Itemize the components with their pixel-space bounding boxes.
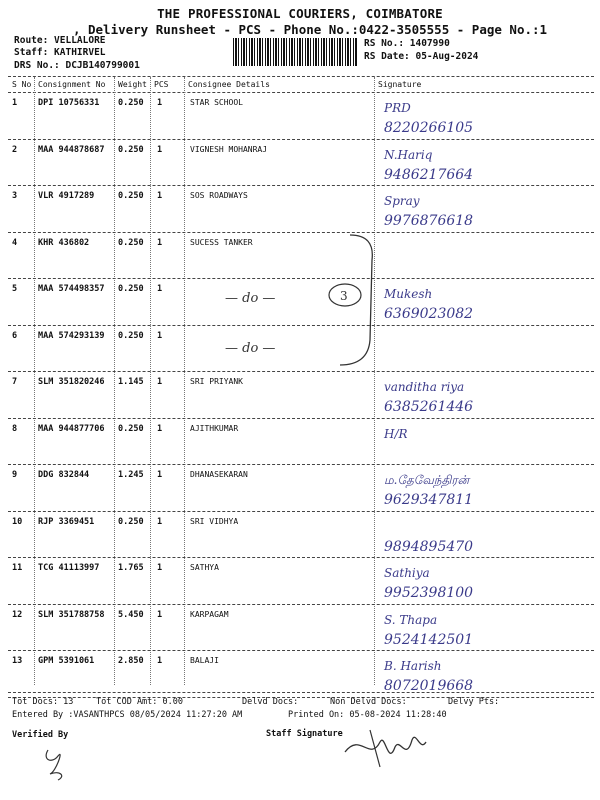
consignee-name: SUCESS TANKER [190, 237, 253, 247]
footer-divider [8, 692, 594, 693]
consignment-number: DPI 10756331 [38, 98, 100, 108]
handwritten-signature [378, 654, 578, 696]
signature-phone: 9524142501 [384, 631, 474, 648]
weight-cell: 1.145 [118, 377, 144, 387]
row-divider [8, 139, 594, 140]
consignment-number: SLM 351788758 [38, 609, 105, 620]
pcs-cell: 1 [157, 470, 163, 480]
staff-label: Staff: KATHIRVEL [14, 47, 106, 58]
consignee-name: STAR SCHOOL [190, 98, 243, 107]
sno-cell: 6 [12, 330, 18, 341]
delivered-docs: Delvd Docs: [242, 697, 299, 707]
weight-cell: 0.250 [118, 237, 144, 248]
consignee-name: KARPAGAM [190, 609, 229, 619]
handwritten-signature [378, 282, 578, 324]
non-delivered-docs: Non Delvd Docs: [330, 697, 407, 707]
weight-cell: 0.250 [118, 144, 144, 155]
sno-cell: 9 [12, 470, 18, 480]
staff-signature-image [340, 722, 430, 772]
row-divider [8, 418, 594, 419]
row-divider [8, 185, 594, 186]
table-row [0, 94, 600, 140]
table-row [0, 141, 600, 187]
row-divider [8, 464, 594, 465]
table-row [0, 606, 600, 652]
signature-name: S. Thapa [384, 612, 438, 627]
total-docs: Tot Docs: 13 [12, 697, 74, 707]
consignment-number: MAA 574498357 [38, 284, 105, 294]
consignment-number: MAA 944877706 [38, 423, 105, 434]
weight-cell: 0.250 [118, 284, 144, 294]
pcs-cell: 1 [157, 330, 163, 341]
row-divider [8, 604, 594, 605]
total-cod-amount: Tot COD Amt: 0.00 [96, 697, 183, 707]
consignment-number: MAA 574293139 [38, 330, 105, 341]
rs-number: RS No.: 1407990 [364, 38, 450, 49]
weight-cell: 2.850 [118, 656, 144, 666]
sno-cell: 13 [12, 656, 23, 666]
signature-name: N.Hariq [384, 147, 433, 162]
weight-cell: 0.250 [118, 516, 144, 527]
row-divider [8, 371, 594, 372]
consignee-name: SATHYA [190, 563, 219, 572]
pcs-cell: 1 [157, 237, 163, 248]
signature-name: PRD [384, 101, 411, 115]
table-row [0, 420, 600, 466]
signature-name: Sathiya [384, 566, 430, 580]
pcs-cell: 1 [157, 377, 163, 387]
ditto-mark: — do — [225, 291, 276, 306]
pcs-cell: 1 [157, 656, 163, 666]
pcs-cell: 1 [157, 563, 163, 573]
consignee-name: SRI VIDHYA [190, 516, 239, 526]
entered-by: Entered By :VASANTHPCS 08/05/2024 11:27:20 AM [12, 710, 243, 720]
signature-phone: 8072019668 [384, 678, 474, 694]
weight-cell: 1.245 [118, 470, 144, 480]
col-signature: Signature [378, 80, 422, 89]
route-label: Route: VELLALORE [14, 35, 106, 46]
col-consignment: Consignment No [38, 80, 106, 89]
consignee-name: BALAJI [190, 656, 219, 665]
weight-cell: 0.250 [118, 98, 144, 108]
signature-phone: 9976876618 [384, 213, 474, 229]
consignee-name: SOS ROADWAYS [190, 191, 248, 200]
consignee-name: SRI PRIYANK [190, 377, 243, 386]
table-row [0, 187, 600, 233]
weight-cell: 1.765 [118, 563, 144, 573]
sno-cell: 8 [12, 423, 18, 434]
table-row [0, 466, 600, 512]
handwritten-signature [378, 608, 578, 650]
signature-name: H/R [384, 426, 408, 441]
weight-cell: 0.250 [118, 330, 144, 341]
signature-name: B. Harish [384, 659, 442, 673]
consignment-number: VLR 4917289 [38, 191, 95, 201]
pcs-cell: 1 [157, 144, 163, 155]
consignment-number: TCG 41113997 [38, 563, 100, 573]
consignment-number: KHR 436802 [38, 237, 90, 248]
pcs-cell: 1 [157, 609, 163, 620]
sno-cell: 11 [12, 563, 23, 573]
pcs-cell: 1 [157, 98, 163, 108]
handwritten-signature [378, 375, 578, 417]
signature-phone: 8220266105 [384, 120, 474, 136]
table-row [0, 559, 600, 605]
handwritten-signature [378, 515, 578, 557]
signature-name: Mukesh [384, 287, 433, 301]
handwritten-signature [378, 189, 578, 231]
printed-on: Printed On: 05-08-2024 11:28:40 [288, 710, 447, 720]
handwritten-signature [378, 143, 578, 185]
verifier-signature-image [38, 742, 78, 782]
col-sno: S No [12, 80, 32, 89]
verified-by-label: Verified By [12, 730, 69, 740]
row-divider [8, 511, 594, 512]
signature-phone: 9894895470 [384, 538, 474, 555]
staff-signature-label: Staff Signature [266, 729, 343, 739]
pcs-cell: 1 [157, 284, 163, 294]
signature-name: ம.தேவேந்திரன் [384, 473, 470, 487]
sno-cell: 2 [12, 144, 18, 155]
handwritten-signature [378, 236, 578, 278]
signature-name: Spray [384, 194, 420, 208]
header-divider [8, 76, 594, 77]
consignment-number: SLM 351820246 [38, 377, 105, 387]
company-title: THE PROFESSIONAL COURIERS, COIMBATORE [157, 6, 443, 21]
signature-phone: 9486217664 [384, 166, 474, 183]
table-row [0, 373, 600, 419]
col-pcs: PCS [154, 80, 169, 89]
consignee-name: DHANASEKARAN [190, 470, 248, 479]
handwritten-signature [378, 96, 578, 138]
barcode-image [233, 38, 358, 66]
weight-cell: 0.250 [118, 191, 144, 201]
pcs-cell: 1 [157, 516, 163, 527]
col-consignee: Consignee Details [188, 80, 270, 89]
drs-number: DRS No.: DCJB140799001 [14, 60, 140, 71]
pcs-cell: 1 [157, 423, 163, 434]
sno-cell: 12 [12, 609, 23, 620]
ditto-brace-annotation [180, 230, 380, 370]
ditto-mark: — do — [225, 341, 276, 356]
pcs-cell: 1 [157, 191, 163, 201]
column-header-divider [8, 92, 594, 93]
sno-cell: 1 [12, 98, 18, 108]
sno-cell: 10 [12, 516, 23, 527]
consignee-name: VIGNESH MOHANRAJ [190, 144, 268, 154]
consignment-number: MAA 944878687 [38, 144, 105, 155]
sno-cell: 4 [12, 237, 18, 248]
rs-date: RS Date: 05-Aug-2024 [364, 51, 479, 62]
signature-name: vanditha riya [384, 380, 465, 394]
handwritten-signature [378, 561, 578, 603]
consignment-number: GPM 5391061 [38, 656, 95, 666]
signature-phone: 6385261446 [384, 399, 474, 415]
sno-cell: 3 [12, 191, 18, 201]
consignee-name: AJITHKUMAR [190, 423, 239, 433]
handwritten-signature [378, 468, 578, 510]
signature-phone: 9952398100 [384, 585, 474, 601]
handwritten-signature [378, 422, 578, 464]
consignment-number: RJP 3369451 [38, 516, 95, 527]
sno-cell: 7 [12, 377, 18, 387]
table-row [0, 513, 600, 559]
circled-count: 3 [340, 289, 348, 303]
sno-cell: 5 [12, 284, 18, 294]
delivery-points: Delvy Pts: [448, 697, 500, 707]
weight-cell: 0.250 [118, 423, 144, 434]
handwritten-signature [378, 329, 578, 371]
consignment-number: DDG 832844 [38, 470, 90, 480]
row-divider [8, 557, 594, 558]
row-divider [8, 650, 594, 651]
signature-phone: 6369023082 [384, 306, 474, 322]
col-weight: Weight [118, 80, 147, 89]
weight-cell: 5.450 [118, 609, 144, 620]
signature-phone: 9629347811 [384, 492, 474, 508]
runsheet-title: , Delivery Runsheet - PCS - Phone No.:0422-3505555 - Page No.:1 [72, 22, 548, 37]
